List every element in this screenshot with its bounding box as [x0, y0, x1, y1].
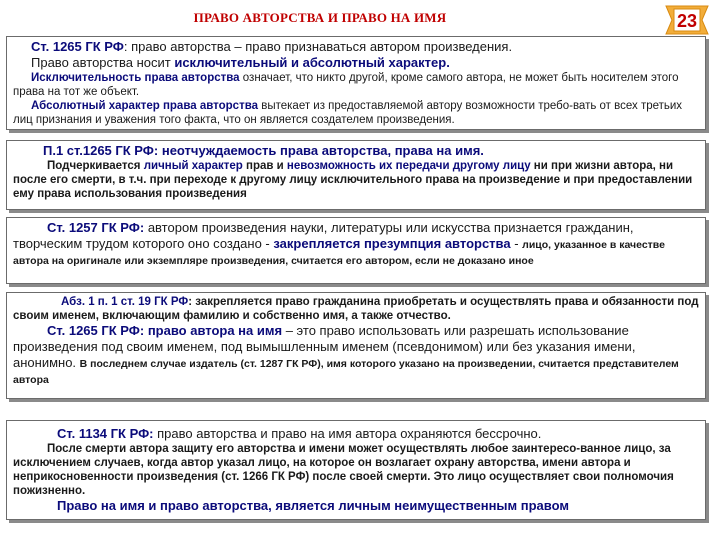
block-name-right — [6, 292, 706, 399]
block5-p1 — [13, 426, 699, 442]
block-inalienability — [6, 140, 706, 210]
block1-line4-em: Абсолютный характер права авторства — [31, 100, 259, 112]
block2-t3: ни при жизни автора, ни после его смерти, в т.ч. при переходе к другому лицу исключительного права на произведение и при предоставлении ему права использования произведения — [13, 160, 693, 200]
block3-t2: - — [510, 236, 523, 251]
block3-ref: Ст. 1257 ГК РФ: — [47, 220, 145, 235]
block4-ref2: Ст. 1265 ГК РФ: право автора на имя — [47, 323, 283, 338]
block1-line2-em: исключительный и абсолютный характер. — [174, 55, 450, 70]
block1-line4 — [13, 99, 699, 127]
block-authorship-presumption — [6, 217, 706, 284]
block1-ref: Ст. 1265 ГК РФ — [31, 39, 124, 54]
block1-line4-text: вытекает из предоставляемой автору возможности требо-вать от всех третьих лиц признания и уважения того факта, что он является создателем произведения. — [13, 100, 683, 126]
block3-body — [13, 220, 699, 268]
block1-line1 — [13, 39, 699, 55]
block1-line3-em: Исключительность права авторства — [31, 72, 240, 84]
block2-e2: невозможность их передачи другому лицу — [286, 160, 531, 172]
page-number: 23 — [676, 11, 698, 31]
block-author-right — [6, 36, 706, 130]
block5-p3: Право на имя и право авторства, является личным неимущественным правом — [57, 498, 569, 513]
page-title: ПРАВО АВТОРСТВА И ПРАВО НА ИМЯ — [193, 10, 447, 25]
block4-t3: В последнем случае издатель (ст. 1287 ГК РФ), имя которого указано на произведении, считается представителем автора — [13, 358, 679, 386]
block2-e1: личный характер — [143, 160, 243, 172]
block1-line3 — [13, 71, 699, 99]
block4-ref1: Абз. 1 п. 1 ст. 19 ГК РФ — [61, 296, 189, 308]
block1-line3-text: означает, что никто другой, кроме самого автора, не может быть носителем этого права на тот же объект. — [13, 72, 679, 98]
block2-t1: Подчеркивается — [47, 160, 144, 172]
block4-t1: : закрепляется право гражданина приобретать и осуществлять права и обязанности под своим именем, включающим фамилию и собственно имя, а также отчество. — [13, 296, 699, 322]
block5-t1: право авторства и право на имя автора охраняются бессрочно. — [153, 426, 542, 441]
block1-line2-text: Право авторства носит — [31, 55, 175, 70]
block2-body — [13, 159, 699, 201]
block2-t2: прав и — [242, 160, 287, 172]
block2-heading: П.1 ст.1265 ГК РФ: неотчуждаемость права авторства, права на имя. — [43, 143, 484, 158]
block5-ref: Ст. 1134 ГК РФ: — [57, 426, 154, 441]
page-number-badge — [662, 4, 712, 36]
block5-p2: После смерти автора защиту его авторства и имени может осуществлять любое заинтересо-ванное лицо, за исключением случаев, когда автор указал лицо, на которое он возлагает охрану авторства, имени автора и неприкосновенности произведения (ст. 1266 ГК РФ) после своей смерти. Это лицо осуществляет свои полномочия пожизненно. — [13, 443, 674, 497]
block3-t1: автором произведения науки, литературы или искусства признается гражданин, творческим трудом которого оно создано - — [13, 220, 634, 251]
block3-e1: закрепляется презумпция авторства — [273, 236, 511, 251]
block3-small: лицо, указанное в качестве автора на оригинале или экземпляре произведения, считается его автором, если не доказано иное — [13, 239, 665, 267]
block4-p2 — [13, 323, 699, 387]
block-perpetual-protection — [6, 420, 706, 520]
block1-line1-text: : право авторства – право признаваться автором произведения. — [123, 39, 513, 54]
block1-line2 — [13, 55, 699, 71]
block4-t2: – это право использовать или разрешать использование произведения под своим именем, под вымышленным именем (псевдонимом) или без указания имени, анонимно. — [13, 323, 636, 370]
block4-p1 — [13, 295, 699, 323]
